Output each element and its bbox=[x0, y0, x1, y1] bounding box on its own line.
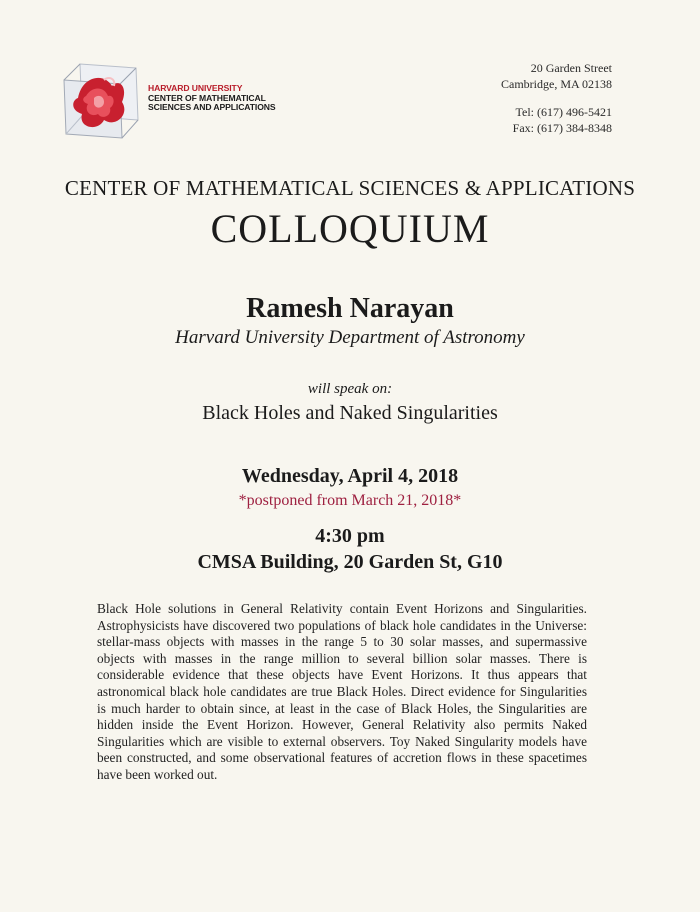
speaker-name: Ramesh Narayan bbox=[246, 293, 454, 324]
event-date: Wednesday, April 4, 2018 bbox=[241, 465, 459, 487]
address-street: 20 Garden Street bbox=[530, 61, 612, 75]
cmsa-cube-logo-icon bbox=[58, 58, 144, 144]
postponed-note: *postponed from March 21, 2018* bbox=[238, 492, 462, 509]
talk-title: Black Holes and Naked Singularities bbox=[202, 402, 498, 424]
address-tel: Tel: (617) 496-5421 bbox=[515, 105, 612, 119]
contact-address bbox=[501, 60, 612, 136]
event-time: 4:30 pm bbox=[315, 525, 385, 547]
event-type-heading: COLLOQUIUM bbox=[210, 206, 490, 251]
logo-line-center: CENTER OF MATHEMATICAL bbox=[148, 92, 266, 103]
center-name-heading: CENTER OF MATHEMATICAL SCIENCES & APPLICATIONS bbox=[64, 176, 636, 200]
event-location: CMSA Building, 20 Garden St, G10 bbox=[197, 551, 503, 573]
logo-line-sciences: SCIENCES AND APPLICATIONS bbox=[148, 102, 276, 113]
talk-intro: will speak on: bbox=[307, 381, 393, 397]
cmsa-logo-text bbox=[148, 84, 278, 113]
address-city: Cambridge, MA 02138 bbox=[501, 77, 612, 91]
logo-line-university: HARVARD UNIVERSITY bbox=[148, 83, 243, 93]
speaker-affiliation: Harvard University Department of Astronomy bbox=[175, 327, 525, 348]
address-fax: Fax: (617) 384-8348 bbox=[512, 121, 612, 135]
talk-abstract: Black Hole solutions in General Relativity contain Event Horizons and Singularities. Astrophysicists have discovered two populations of black hole candidates in the Universe: stellar-mass objects with masses in the range 5 to 30 solar masses, and supermassive objects with masses in the range million to several billion solar masses. There is considerable evidence that these objects have Event Horizons. It thus appears that astronomical black hole candidates are true Black Holes. Direct evidence for Singularities is much harder to obtain since, at least in the case of Black Holes, the Singularities are hidden inside the Event Horizon. However, General Relativity also permits Naked Singularities which are visible to external observers. Toy Naked Singularity models have been constructed, and some observational features of accretion flows in these spacetimes have been worked out. bbox=[97, 601, 587, 782]
